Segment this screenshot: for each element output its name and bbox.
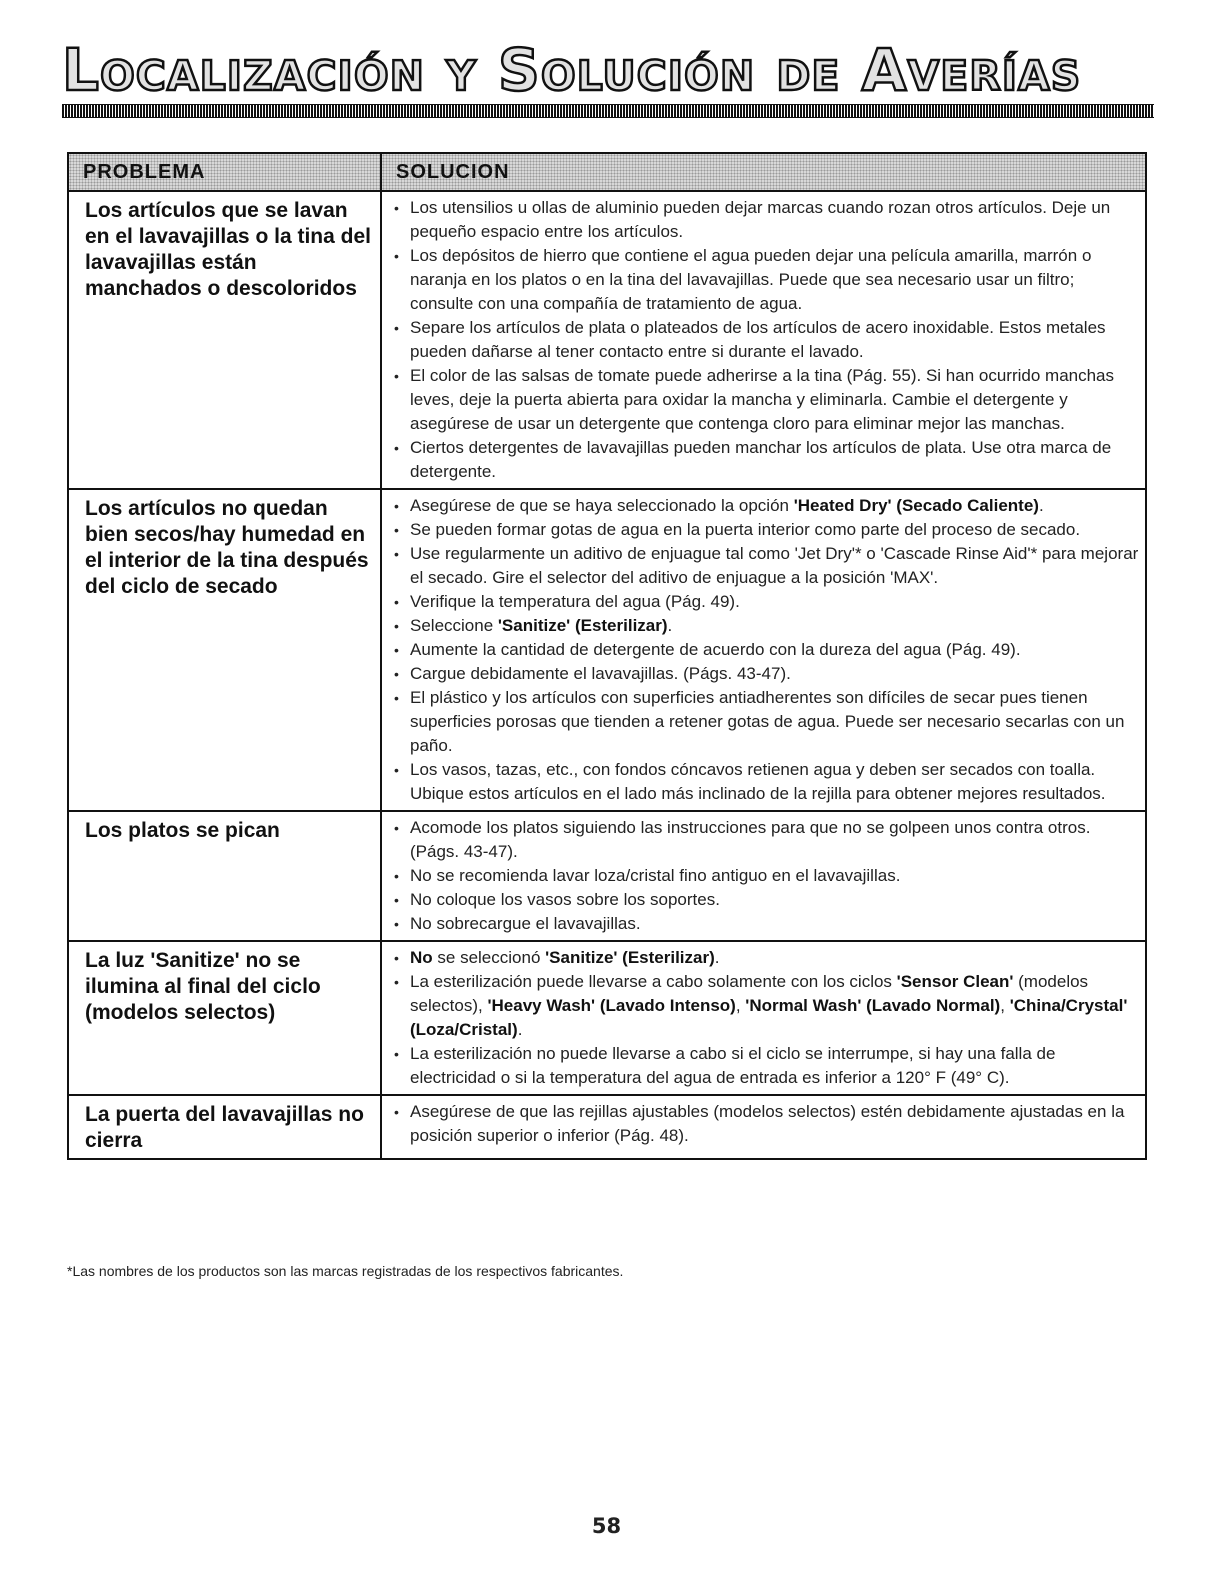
solution-list: [392, 816, 1139, 936]
solution-item: [392, 816, 1139, 864]
solution-cell: [381, 811, 1146, 941]
problem-cell: Los platos se pican: [68, 811, 381, 941]
footnote: *Las nombres de los productos son las marcas registradas de los respectivos fabricantes.: [67, 1263, 624, 1279]
solution-cell: [381, 489, 1146, 811]
solution-item: [392, 662, 1139, 686]
title-rule: [62, 104, 1154, 118]
solution-item: [392, 244, 1139, 316]
table-body: [68, 191, 1146, 1159]
solution-list: [392, 196, 1139, 484]
solution-emphasis: 'Heated Dry' (Secado Caliente): [793, 496, 1039, 515]
table-row: [68, 941, 1146, 1095]
solution-item: [392, 638, 1139, 662]
solution-text: Verifique la temperatura del agua (Pág. 49).: [410, 592, 740, 611]
solution-cell: [381, 191, 1146, 489]
solution-text: Acomode los platos siguiendo las instrucciones para que no se golpeen unos contra otros. (Págs. 43-47).: [410, 818, 1091, 861]
solution-list: [392, 1100, 1139, 1148]
solution-item: [392, 1042, 1139, 1090]
solution-item: [392, 888, 1139, 912]
solution-text: Los depósitos de hierro que contiene el agua pueden dejar una película amarilla, marrón o naranja en los platos o en la tina del lavavajillas. Puede que sea necesario usar un filtro; consulte con una compañía de tratamiento de agua.: [410, 246, 1092, 313]
solution-text: Cargue debidamente el lavavajillas. (Págs. 43-47).: [410, 664, 791, 683]
solution-item: [392, 864, 1139, 888]
solution-item: [392, 196, 1139, 244]
solution-text: El color de las salsas de tomate puede adherirse a la tina (Pág. 55). Si han ocurrido manchas leves, deje la puerta abierta para oxidar la mancha y eliminarla. Cambie el detergente y asegúrese de usar un detergente que contenga cloro para eliminar mejor las manchas.: [410, 366, 1115, 433]
solution-item: [392, 970, 1139, 1042]
solution-text: .: [517, 1020, 523, 1039]
table-row: [68, 191, 1146, 489]
solution-item: [392, 518, 1139, 542]
page-title: Localización y Solución de Averías: [62, 36, 1082, 104]
solution-text: Los utensilios u ollas de aluminio pueden dejar marcas cuando rozan otros artículos. Deje un pequeño espacio entre los artículos.: [410, 198, 1111, 241]
solution-emphasis: 'Heavy Wash' (Lavado Intenso): [487, 996, 736, 1015]
troubleshooting-table: [67, 152, 1147, 1160]
problem-column-header: [68, 153, 381, 191]
problem-cell: Los artículos no quedan bien secos/hay humedad en el interior de la tina después del ciclo de secado: [68, 489, 381, 811]
solution-cell: [381, 941, 1146, 1095]
solution-item: [392, 436, 1139, 484]
problem-cell: Los artículos que se lavan en el lavavajillas o la tina del lavavajillas están manchados o descoloridos: [68, 191, 381, 489]
table-row: [68, 1095, 1146, 1159]
solution-text: .: [714, 948, 720, 967]
solution-emphasis: 'Sanitize' (Esterilizar): [497, 616, 668, 635]
solution-text: El plástico y los artículos con superficies antiadherentes son difíciles de secar pues tienen superficies porosas que tienden a retener gotas de agua. Puede ser necesario secarlas con un paño.: [410, 688, 1125, 755]
solution-text: ,: [1000, 996, 1010, 1015]
solution-item: [392, 1100, 1139, 1148]
solution-text: .: [667, 616, 673, 635]
solution-item: [392, 758, 1139, 806]
solution-text: Ciertos detergentes de lavavajillas pueden manchar los artículos de plata. Use otra marca de detergente.: [410, 438, 1112, 481]
solution-text: se seleccionó: [432, 948, 546, 967]
problem-cell: La puerta del lavavajillas no cierra: [68, 1095, 381, 1159]
problem-header-label: PROBLEMA: [83, 160, 206, 183]
solution-text: Los vasos, tazas, etc., con fondos cóncavos retienen agua y deben ser secados con toalla. Ubique estos artículos en el lado más inclinado de la rejilla para obtener mejores resultados.: [410, 760, 1106, 803]
solution-item: [392, 686, 1139, 758]
solution-text: Asegúrese de que las rejillas ajustables (modelos selectos) estén debidamente ajustadas en la posición superior o inferior (Pág. 48).: [410, 1102, 1125, 1145]
solution-item: [392, 542, 1139, 590]
solution-text: .: [1038, 496, 1044, 515]
solution-text: ,: [735, 996, 746, 1015]
solution-text: Aumente la cantidad de detergente de acuerdo con la dureza del agua (Pág. 49).: [410, 640, 1021, 659]
solution-item: [392, 614, 1139, 638]
solution-text: La esterilización puede llevarse a cabo solamente con los ciclos: [410, 972, 897, 991]
solution-emphasis: 'Sanitize' (Esterilizar): [545, 948, 715, 967]
solution-header-label: SOLUCION: [396, 160, 510, 183]
solution-item: [392, 494, 1139, 518]
table-row: [68, 489, 1146, 811]
solution-emphasis: 'Sensor Clean': [896, 972, 1014, 991]
solution-item: [392, 946, 1139, 970]
table-row: [68, 811, 1146, 941]
solution-column-header: [381, 153, 1146, 191]
solution-emphasis: No: [410, 948, 433, 967]
solution-text: La esterilización no puede llevarse a cabo si el ciclo se interrumpe, si hay una falla de electricidad o si la temperatura del agua de entrada es inferior a 120° F (49° C).: [410, 1044, 1056, 1087]
solution-item: [392, 912, 1139, 936]
solution-text: Asegúrese de que se haya seleccionado la opción: [410, 496, 794, 515]
solution-item: [392, 364, 1139, 436]
solution-item: [392, 316, 1139, 364]
page-number: 58: [591, 1514, 622, 1538]
solution-text: No coloque los vasos sobre los soportes.: [410, 890, 720, 909]
solution-emphasis: 'China/Crystal' (Loza/Cristal): [410, 996, 1128, 1039]
solution-emphasis: 'Normal Wash' (Lavado Normal): [745, 996, 1001, 1015]
solution-text: Seleccione: [410, 616, 498, 635]
solution-list: [392, 946, 1139, 1090]
solution-cell: [381, 1095, 1146, 1159]
solution-item: [392, 590, 1139, 614]
solution-text: Use regularmente un aditivo de enjuague tal como 'Jet Dry'* o 'Cascade Rinse Aid'* para mejorar el secado. Gire el selector del aditivo de enjuague a la posición 'MAX'.: [410, 544, 1139, 587]
solution-text: Se pueden formar gotas de agua en la puerta interior como parte del proceso de secado.: [410, 520, 1081, 539]
problem-cell: La luz 'Sanitize' no se ilumina al final del ciclo (modelos selectos): [68, 941, 381, 1095]
table-header-row: [68, 153, 1146, 191]
solution-text: No se recomienda lavar loza/cristal fino antiguo en el lavavajillas.: [410, 866, 901, 885]
solution-list: [392, 494, 1139, 806]
solution-text: (modelos selectos),: [410, 972, 1089, 1015]
solution-text: Separe los artículos de plata o plateados de los artículos de acero inoxidable. Estos metales pueden dañarse al tener contacto entre si durante el lavado.: [410, 318, 1106, 361]
solution-text: No sobrecargue el lavavajillas.: [410, 914, 641, 933]
